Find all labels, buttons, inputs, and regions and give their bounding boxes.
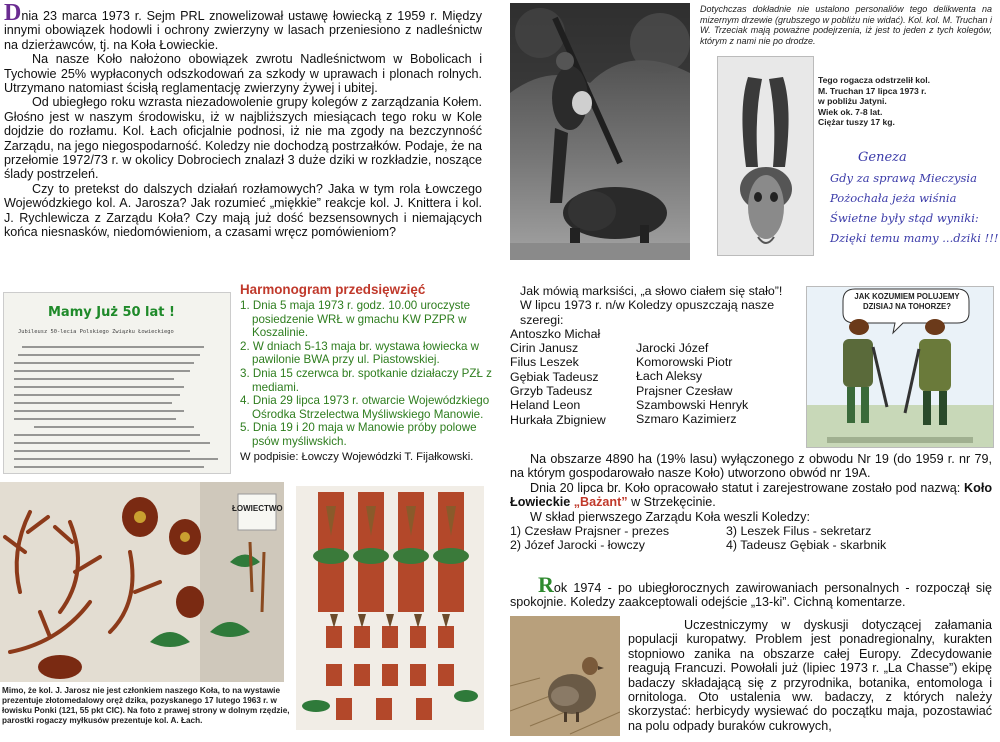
dropcap-r: R <box>538 572 554 597</box>
board-member: 3) Leszek Filus - sekretarz <box>726 524 872 539</box>
jubilee-subheading: Jubileusz 50-lecia Polskiego Związku Łowieckiego <box>18 329 174 335</box>
member-name: Szambowski Henryk <box>636 398 749 413</box>
roebuck-caption-line: Ciężar tuszy 17 kg. <box>818 117 895 128</box>
member-name: Heland Leon <box>510 398 581 413</box>
board-member: 4) Tadeusz Gębiak - skarbnik <box>726 538 887 553</box>
poem-line: Gdy za sprawą Mieczysia <box>830 171 977 185</box>
member-name: Gębiak Tadeusz <box>510 369 599 384</box>
schedule-item: 1. Dnia 5 maja 1973 r. godz. 10.00 uroczyste posiedzenie WRŁ w gmachu KW PZPR w Koszalinie. <box>240 299 471 340</box>
roebuck-skull-photo <box>717 56 814 256</box>
board-intro: W skład pierwszego Zarządu Koła weszli Koledzy: <box>530 509 810 524</box>
board-member: 1) Czesław Prajsner - prezes <box>510 524 670 539</box>
district-paragraph: Na obszarze 4890 ha (19% lasu) wyłączonego z obwodu Nr 19 (do 1959 r. nr 79, na którym gospodarowało nasze Koło) utworzono obwód nr 19A. <box>510 452 992 481</box>
club-name: Koło Łowieckie <box>510 480 993 510</box>
poem-title: Geneza <box>858 150 907 165</box>
poem-line: Dzięki temu mamy ...dziki !!! <box>830 231 999 245</box>
leaving-names <box>510 327 800 431</box>
roebuck-caption-line: Wiek ok. 7-8 lat. <box>818 106 883 117</box>
article-paragraph-2: Na nasze Koło nałożono obowiązek zwrotu Nadleśnictwom w Bobolicach i Tychowie 25% wypłaconych odszkodowań za szkody w uprawach i plonach rolnych. Utrzymano natomiast ścisłą reglamentację zwierzyny żywej i ubitej. <box>4 52 482 96</box>
leaving-names-left <box>510 327 606 427</box>
roebuck-caption <box>818 75 993 128</box>
year-1974-section <box>510 572 992 610</box>
cartoon-speech-bubble: JAK KOZUMIEM POLUJEMY DZISIAJ NA TOHORZE? <box>854 292 960 311</box>
dropcap-d: D <box>4 0 22 26</box>
leaving-names-right <box>636 341 748 427</box>
year-1974-paragraph: Rok 1974 - po ubiegłorocznych zawirowaniach personalnych - rozpoczął się spokojnie. Koledzy zaakceptowali odejście „13-ki”. Cichną komentarze. <box>510 572 992 610</box>
exhibition-caption: Mimo, że kol. J. Jarosz nie jest członkiem naszego Koła, to na wystawie prezentuje złotomedalowy oręż dzika, pozyskanego 17 lutego 1963 r. w łowisku Ponki (121, 55 pkt CIC). Na foto z prawej strony w dolnym rzędzie, parostki rogaczy myłkusów prezentuje kol. A. Łach. <box>2 686 290 725</box>
member-name: Filus Leszek <box>510 355 579 370</box>
hunter-photo-caption: Dotychczas dokładnie nie ustalono personaliów tego delikwenta na mizernym drzewie (grubszego w pobliżu nie widać). Kol. kol. M. Truchan i W. Trzeciak mają poważne podejrzenia, iż jest to jeden z tych kolegów, którym z nami nie po drodze. <box>700 4 992 46</box>
schedule-list <box>240 299 492 449</box>
partridge-text: Uczestniczymy w dyskusji dotyczącej załamania populacji kuropatwy. Problem jest ponadregionalny, kurakten stopniowo zanika na obszarze całej Europy. Zdecydowanie reagują Francuzi. Powołali już (lipiec 1973 r. „La Chasse”) ekipę badaczy składającą się z przyrodnika, botanika, entomologa i ornitologa. Oto ustalenia ww. badaczy, z których należy skorzystać: herbicydy wysiewać do początku maja, pozostawiać na polu odpady buraków cukrowych, <box>628 618 992 733</box>
schedule-item: 5. Dnia 19 i 20 maja w Manowie próby polowe psów myśliwskich. <box>240 421 477 448</box>
poem-line: Świetne były stąd wyniki: <box>830 211 979 225</box>
cartoon-illustration <box>807 287 993 447</box>
partridge-illustration <box>510 616 620 736</box>
schedule-signature: W podpisie: Łowczy Wojewódzki T. Fijałkowski. <box>240 450 474 463</box>
article-paragraph-1: Dnia 23 marca 1973 r. Sejm PRL znowelizował ustawę łowiecką z 1959 r. Między innymi obowiązek hodowli i ochrony zwierzyny w lasach przeniesiono z nadleśnictw na dzierżawców, tj. na Koła Łowieckie. <box>4 0 482 52</box>
schedule-title: Harmonogram przedsięwzięć <box>240 282 426 297</box>
schedule-item: 2. W dniach 5-13 maja br. wystawa łowiecka w pawilonie BWA przy ul. Piastowskiej. <box>240 339 480 367</box>
schedule-section <box>240 282 492 464</box>
member-name: Szmaro Kazimierz <box>636 412 737 427</box>
skull-illustration <box>718 57 813 255</box>
exhibition-sign: ŁOWIECTWO <box>232 504 283 513</box>
schedule-item: 4. Dnia 29 lipca 1973 r. otwarcie Wojewódzkiego Ośrodka Strzelectwa Myśliwskiego Manowie. <box>240 394 490 421</box>
leaving-intro: W lipcu 1973 r. n/w Koledzy opuszczają nasze szeregi: <box>520 298 775 327</box>
member-name: Komorowski Piotr <box>636 355 733 370</box>
antler-board-illustration <box>296 486 484 730</box>
poem-line: Pożochała jeża wiśnia <box>830 191 957 205</box>
exhibition-trophies-photo <box>0 482 284 682</box>
member-name: Cirin Janusz <box>510 341 579 356</box>
roebuck-caption-line: M. Truchan 17 lipca 1973 r. <box>818 85 927 96</box>
leaving-members-section <box>510 284 800 431</box>
member-name: Grzyb Tadeusz <box>510 384 593 399</box>
member-name: Hurkała Zbigniew <box>510 412 606 427</box>
article-paragraph-3: Od ubiegłego roku wzrasta niezadowolenie grupy kolegów z zarządzania Kołem. Głośno jest w naszym środowisku, iż w najbliższych miesiącach tego roku w Kole dojdzie do rozłamu. Kol. Łach oficjalnie podnosi, iż nie ma zgody na bezczynność Zarządu, na jego niegospodarność. Koledzy nie dochodzą postrzałków. Podaje, że na przełomie 1972/73 r. w okolicy Dobrociech znalazł 3 duże dziki w rozkładzie, noszące ślady postrzeleń. <box>4 95 482 182</box>
member-name: Jarocki Józef <box>636 340 709 355</box>
roebuck-caption-line: Tego rogacza odstrzelił kol. <box>818 75 931 85</box>
typed-text-lines <box>4 341 230 471</box>
hunter-boar-illustration <box>510 3 690 260</box>
article-paragraph-4: Czy to pretekst do dalszych działań rozłamowych? Jaka w tym rola Łowczego Wojewódzkiego kol. A. Jarosza? Jak rozumieć „miękkie” reakcje kol. J. Knittera i kol. J. Rychlewicza z Zarządu Koła? Czy mają już dość bezsensownych i niemających końca niesnasków, niedomówieniom, a czasami wręcz pomówieniom? <box>4 181 482 240</box>
member-name: Antoszko Michał <box>510 326 601 341</box>
jubilee-document-photo <box>3 292 231 474</box>
board-list <box>510 524 992 553</box>
jubilee-heading: Mamy Już 50 lat ! <box>48 305 175 320</box>
schedule-item: 3. Dnia 15 czerwca br. spotkanie działaczy PZŁ z mediami. <box>240 366 492 394</box>
article-intro <box>4 0 482 240</box>
roebuck-caption-line: w pobliżu Jatyni. <box>818 96 887 107</box>
board-member: 2) Józef Jarocki - łowczy <box>510 538 645 553</box>
hunter-boar-photo <box>510 3 690 260</box>
partridge-photo <box>510 616 620 736</box>
club-quote: „Bażant” <box>573 495 628 510</box>
district-section <box>510 452 992 553</box>
member-name: Prajsner Czesław <box>636 383 733 398</box>
marx-quote: Jak mówią marksiści, „a słowo ciałem się stało”! <box>520 284 783 298</box>
club-registration: Dnia 20 lipca br. Koło opracowało statut i zarejestrowane zostało pod nazwą: Koło Łowieckie „Bażant” w Strzekęcinie. <box>510 480 993 510</box>
hunters-cartoon <box>806 286 994 448</box>
member-name: Łach Aleksy <box>636 369 703 384</box>
roebuck-antlers-photo <box>296 486 484 730</box>
poem-geneza <box>830 148 1000 248</box>
